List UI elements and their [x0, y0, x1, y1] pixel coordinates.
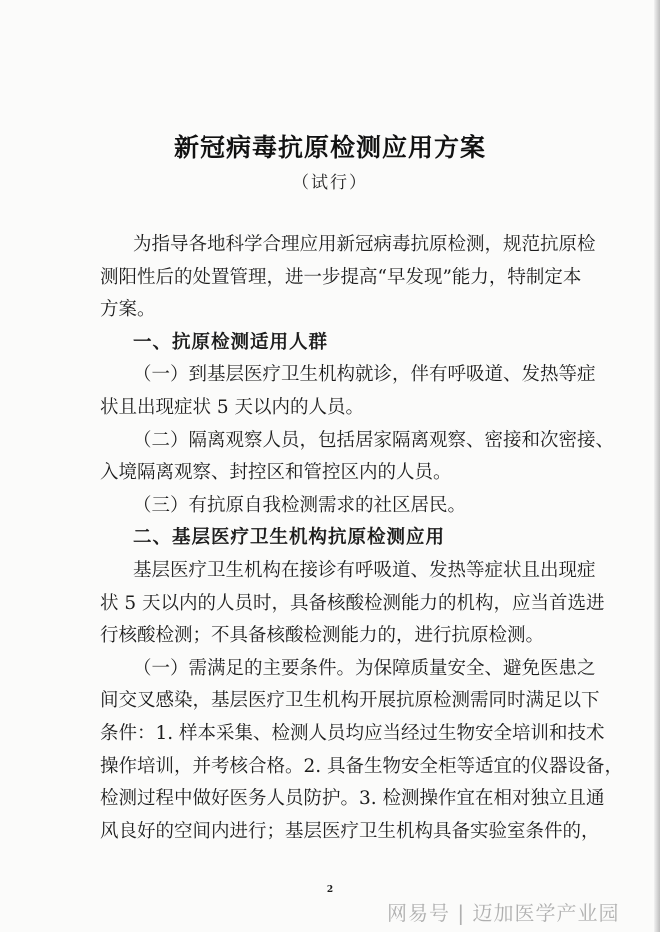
text-line: 测阳性后的处置管理，进一步提高“早发现”能力，特制定本 — [100, 266, 582, 288]
text-line: 方案。 — [100, 299, 156, 321]
text-line: 行核酸检测；不具备核酸检测能力的，进行抗原检测。 — [100, 625, 545, 647]
text-line: 为指导各地科学合理应用新冠病毒抗原检测，规范抗原检 — [133, 234, 596, 255]
section-heading: 一、抗原检测适用人群 — [133, 331, 329, 353]
text-line: （三）有抗原自我检测需求的社区居民。 — [133, 494, 467, 516]
text-line: （一）需满足的主要条件。为保障质量安全、避免医患之 — [133, 657, 596, 679]
watermark: 网易号 | 迈加医学产业园 — [387, 901, 620, 925]
document-title: 新冠病毒抗原检测应用方案 — [173, 133, 486, 162]
text-line: 状且出现症状 5 天以内的人员。 — [100, 397, 365, 418]
text-line: 风良好的空间内进行；基层医疗卫生机构具备实验室条件的， — [100, 820, 600, 842]
text-line: 基层医疗卫生机构在接诊有呼吸道、发热等症状且出现症 — [133, 560, 596, 581]
text-line: 间交叉感染，基层医疗卫生机构开展抗原检测需同时满足以下 — [100, 690, 600, 712]
text-line: （二）隔离观察人员，包括居家隔离观察、密接和次密接、 — [133, 429, 615, 451]
document-subtitle: （试行） — [292, 173, 368, 193]
text-line: 状 5 天以内的人员时，具备核酸检测能力的机构，应当首选进 — [100, 592, 605, 614]
text-line: （一）到基层医疗卫生机构就诊，伴有呼吸道、发热等症 — [133, 364, 596, 386]
section-heading: 二、基层医疗卫生机构抗原检测应用 — [133, 527, 446, 549]
text-line: 条件：1. 样本采集、检测人员均应当经过生物安全培训和技术 — [100, 723, 605, 744]
text-line: 操作培训，并考核合格。2. 具备生物安全柜等适宜的仪器设备， — [100, 755, 624, 777]
text-line: 入境隔离观察、封控区和管控区内的人员。 — [100, 462, 452, 484]
text-line: 检测过程中做好医务人员防护。3. 检测操作宜在相对独立且通 — [100, 788, 605, 810]
page-number: 2 — [326, 885, 334, 895]
